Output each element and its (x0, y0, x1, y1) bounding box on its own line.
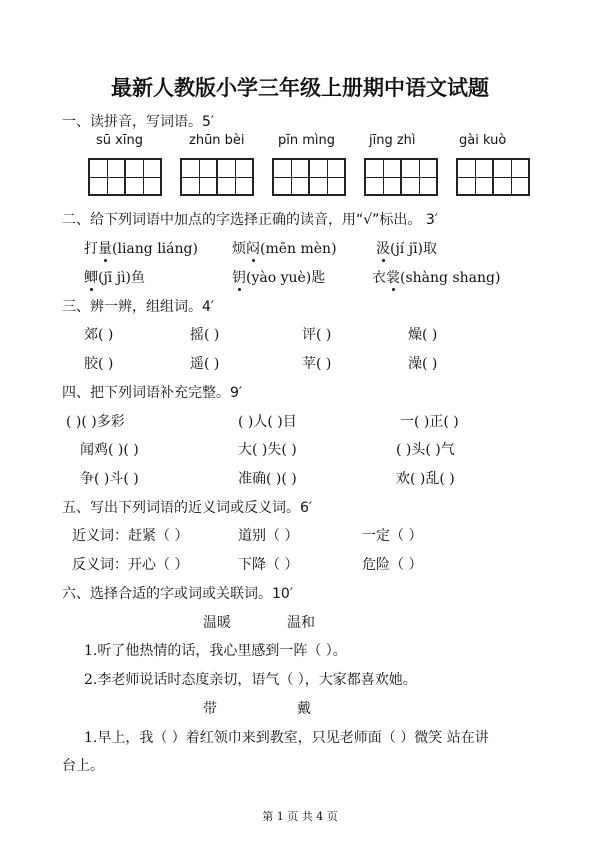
antonym-item: 下降（ ） (238, 557, 299, 573)
question-text: 2.李老师说话时态度亲切，语气（ ），大家都喜欢她。 (84, 672, 417, 688)
question-text-continued: 台上。 (62, 758, 104, 774)
pinyin-2: zhūn bèi (189, 133, 245, 148)
writing-grid-3[interactable] (272, 158, 346, 196)
word-option: 温暖 (203, 615, 231, 631)
antonym-item: 反义词：开心（ ） (72, 557, 189, 573)
section-2-heading: 二、给下列词语中加点的字选择正确的读音，用“√”标出。 3′ (62, 212, 438, 228)
antonym-item: 危险（ ） (362, 557, 423, 573)
word-group-item: 摇( ) (190, 327, 220, 343)
writing-grid-4[interactable] (364, 158, 438, 196)
idiom-blank: ( )人( )目 (238, 414, 297, 430)
idiom-blank: 一( )正( ) (400, 414, 459, 430)
section-6-heading: 六、选择合适的字或词或关联词。10′ (62, 586, 293, 602)
pinyin-1: sū xīng (96, 133, 143, 148)
section-1-heading: 一、读拼音，写词语。5′ (62, 114, 215, 130)
page-title: 最新人教版小学三年级上册期中语文试题 (111, 76, 489, 100)
pinyin-4: jīng zhì (369, 133, 416, 148)
idiom-blank: 准确( )( ) (238, 471, 297, 487)
word-option: 带 (203, 701, 217, 717)
pronunciation-item: 钥(yào yuè)匙 (232, 270, 326, 286)
writing-grid-2[interactable] (180, 158, 254, 196)
idiom-blank: ( )( )多彩 (66, 414, 125, 430)
word-group-item: 苹( ) (302, 356, 332, 372)
synonym-item: 一定（ ） (362, 528, 423, 544)
idiom-blank: 闻鸡( )( ) (80, 442, 139, 458)
writing-grid-5[interactable] (456, 158, 530, 196)
pinyin-5: gài kuò (459, 133, 507, 148)
pronunciation-item: 鲫(jī jì)鱼 (84, 270, 146, 286)
word-group-item: 澡( ) (408, 356, 438, 372)
section-5-heading: 五、写出下列词语的近义词或反义词。6′ (62, 500, 313, 516)
word-option: 戴 (297, 701, 311, 717)
idiom-blank: 争( )斗( ) (80, 471, 139, 487)
word-group-item: 评( ) (302, 327, 332, 343)
question-text: 1.听了他热情的话，我心里感到一阵（ ）。 (84, 643, 347, 659)
idiom-blank: 大( )失( ) (238, 442, 297, 458)
pronunciation-item: 烦闷(mēn mèn) (232, 241, 337, 257)
synonym-item: 道别（ ） (238, 528, 299, 544)
word-group-item: 胶( ) (84, 356, 114, 372)
page-footer: 第 1 页 共 4 页 (262, 810, 338, 823)
pronunciation-item: 打量(liang liáng) (84, 241, 198, 257)
word-option: 温和 (287, 615, 315, 631)
pronunciation-item: 汲(jí jī)取 (376, 241, 438, 257)
synonym-item: 近义词：赶紧（ ） (72, 528, 189, 544)
word-group-item: 遥( ) (190, 356, 220, 372)
pinyin-3: pīn mìng (278, 133, 336, 148)
question-text: 1.早上，我（ ）着红领巾来到教室，只见老师面（ ）微笑 站在讲 (84, 730, 489, 746)
section-3-heading: 三、辨一辨，组组词。4′ (62, 299, 215, 315)
idiom-blank: ( )头( )气 (396, 442, 455, 458)
word-group-item: 燥( ) (408, 327, 438, 343)
writing-grid-1[interactable] (88, 158, 162, 196)
pronunciation-item: 衣裳(shàng shang) (372, 270, 501, 286)
section-4-heading: 四、把下列词语补充完整。9′ (62, 385, 243, 401)
word-group-item: 郊( ) (84, 327, 114, 343)
idiom-blank: 欢( )乱( ) (396, 471, 455, 487)
